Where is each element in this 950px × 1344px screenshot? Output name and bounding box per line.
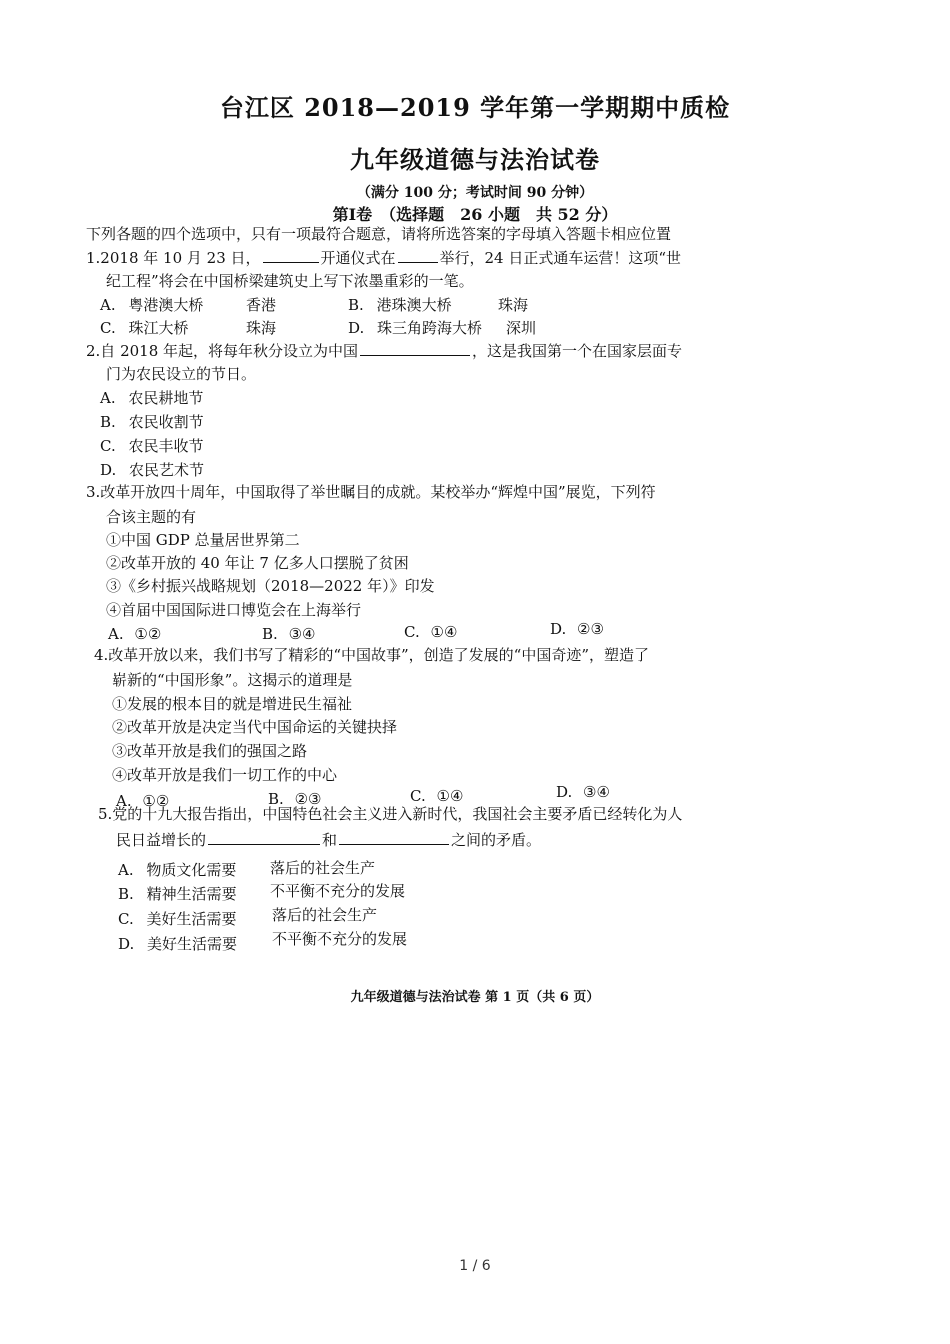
option-text: 美好生活需要: [147, 935, 238, 953]
question-1-option-b-place: 珠海: [498, 296, 529, 314]
question-5-option-c: [118, 909, 237, 929]
option-text: ②③: [577, 620, 604, 638]
question-4-item-4: ④改革开放是我们一切工作的中心: [112, 766, 338, 784]
question-1-option-a: [100, 295, 203, 315]
option-text: 珠江大桥: [128, 319, 189, 337]
option-text: 农民收割节: [128, 413, 204, 431]
option-letter: A.: [108, 625, 124, 643]
question-4-line-1: 4.改革开放以来，我们书写了精彩的“中国故事”，创造了发展的“中国奇迹”，塑造了: [94, 646, 649, 664]
question-3-line-2: 合该主题的有: [106, 508, 197, 526]
question-5-option-a-text2: 落后的社会生产: [270, 859, 376, 877]
question-5-line-1: 5.党的十九大报告指出，中国特色社会主义进入新时代，我国社会主要矛盾已经转化为人: [98, 805, 683, 823]
option-letter: A.: [116, 792, 132, 810]
option-text: 粤港澳大桥: [128, 296, 204, 314]
question-2-option-c: [100, 436, 204, 456]
question-3-item-3: ③《乡村振兴战略规划（2018—2022 年）》印发: [106, 577, 435, 595]
option-letter: D.: [550, 620, 567, 638]
question-4-option-d: [556, 782, 610, 802]
option-text: 农民艺术节: [129, 461, 205, 479]
question-1-option-d: [348, 318, 482, 338]
option-text: 农民丰收节: [128, 437, 204, 455]
option-text: ①④: [436, 787, 464, 805]
option-letter: B.: [348, 296, 364, 314]
question-1-line-1: [86, 248, 681, 268]
question-3-option-a: [108, 624, 161, 644]
question-3-option-d: [550, 619, 604, 639]
option-text: ①④: [430, 623, 458, 641]
question-2-line-2: 门为农民设立的节日。: [106, 365, 257, 383]
question-5-option-b: [118, 884, 237, 904]
question-2-option-b: [100, 412, 204, 432]
question-3-option-b: [262, 624, 315, 644]
section-heading: 第Ⅰ卷 （选择题 26 小题 共 52 分）: [332, 205, 618, 224]
question-1-line-2: 纪工程”将会在中国桥梁建筑史上写下浓墨重彩的一笔。: [106, 272, 474, 290]
question-4-option-c: [410, 786, 463, 806]
question-5-option-d: [118, 934, 237, 954]
question-3-option-c: [404, 622, 457, 642]
option-letter: C.: [100, 437, 116, 455]
option-letter: C.: [118, 910, 134, 928]
option-text: 珠三角跨海大桥: [377, 319, 483, 337]
option-letter: C.: [404, 623, 420, 641]
question-4-line-2: 崭新的“中国形象”。这揭示的道理是: [112, 671, 353, 689]
question-1-option-c-place: 珠海: [246, 319, 277, 337]
page-number: 1 / 6: [459, 1258, 491, 1274]
option-text: ③④: [583, 783, 610, 801]
option-letter: A.: [100, 389, 116, 407]
option-letter: B.: [118, 885, 134, 903]
option-letter: B.: [268, 790, 284, 808]
option-letter: A.: [100, 296, 116, 314]
option-letter: B.: [262, 625, 278, 643]
question-1-text-b: 开通仪式在: [320, 249, 396, 267]
question-3-item-4: ④首届中国国际进口博览会在上海举行: [106, 601, 362, 619]
answer-blank: [339, 830, 449, 845]
question-2-line-1: [86, 341, 682, 361]
option-letter: D.: [348, 319, 365, 337]
question-2-option-a: [100, 388, 203, 408]
option-letter: D.: [100, 461, 117, 479]
question-2-text-b: ，这是我国第一个在国家层面专: [472, 342, 683, 360]
exam-title: 台江区 2018—2019 学年第一学期期中质检: [219, 93, 731, 122]
exam-note: （满分 100 分；考试时间 90 分钟）: [356, 185, 594, 201]
answer-blank: [398, 248, 438, 263]
question-4-item-2: ②改革开放是决定当代中国命运的关键抉择: [112, 718, 398, 736]
option-letter: A.: [118, 861, 134, 879]
option-text: 农民耕地节: [128, 389, 204, 407]
question-5-option-a: [118, 860, 236, 880]
instruction-text: 下列各题的四个选项中，只有一项最符合题意，请将所选答案的字母填入答题卡相应位置: [86, 225, 672, 243]
question-1-option-a-place: 香港: [246, 296, 277, 314]
question-5-option-c-text2: 落后的社会生产: [272, 906, 378, 924]
option-text: 美好生活需要: [146, 910, 237, 928]
question-5-text-c: 之间的矛盾。: [451, 831, 542, 849]
question-5-line-2: [116, 830, 541, 850]
question-1-option-d-place: 深圳: [506, 319, 537, 337]
answer-blank: [360, 341, 470, 356]
option-text: 港珠澳大桥: [376, 296, 452, 314]
answer-blank: [263, 248, 319, 263]
option-text: ①②: [142, 792, 170, 810]
question-4-item-3: ③改革开放是我们的强国之路: [112, 742, 308, 760]
answer-blank: [208, 830, 320, 845]
option-letter: C.: [410, 787, 426, 805]
question-4-item-1: ①发展的根本目的就是增进民生福祉: [112, 695, 353, 713]
option-text: 物质文化需要: [146, 861, 237, 879]
option-letter: D.: [118, 935, 135, 953]
question-1-text-c: 举行，24 日正式通车运营！这项“世: [439, 249, 682, 267]
exam-subtitle: 九年级道德与法治试卷: [350, 145, 600, 174]
option-text: ③④: [288, 625, 316, 643]
option-text: 精神生活需要: [146, 885, 237, 903]
question-1-text-a: 1.2018 年 10 月 23 日，: [86, 249, 261, 267]
question-1-option-c: [100, 318, 189, 338]
option-letter: D.: [556, 783, 573, 801]
question-3-item-1: ①中国 GDP 总量居世界第二: [106, 531, 300, 549]
question-5-option-b-text2: 不平衡不充分的发展: [270, 882, 406, 900]
page-footer: 九年级道德与法治试卷 第 1 页（共 6 页）: [350, 990, 600, 1005]
option-letter: B.: [100, 413, 116, 431]
option-text: ②③: [294, 790, 322, 808]
question-3-item-2: ②改革开放的 40 年让 7 亿多人口摆脱了贫困: [106, 554, 409, 572]
question-2-text-a: 2.自 2018 年起，将每年秋分设立为中国: [86, 342, 359, 360]
question-5-option-d-text2: 不平衡不充分的发展: [272, 930, 408, 948]
question-5-text-b: 和: [322, 831, 338, 849]
question-2-option-d: [100, 460, 204, 480]
question-3-line-1: 3.改革开放四十周年，中国取得了举世瞩目的成就。某校举办“辉煌中国”展览，下列符: [86, 483, 656, 501]
option-letter: C.: [100, 319, 116, 337]
question-1-option-b: [348, 295, 452, 315]
option-text: ①②: [134, 625, 162, 643]
question-5-text-a: 民日益增长的: [116, 831, 207, 849]
